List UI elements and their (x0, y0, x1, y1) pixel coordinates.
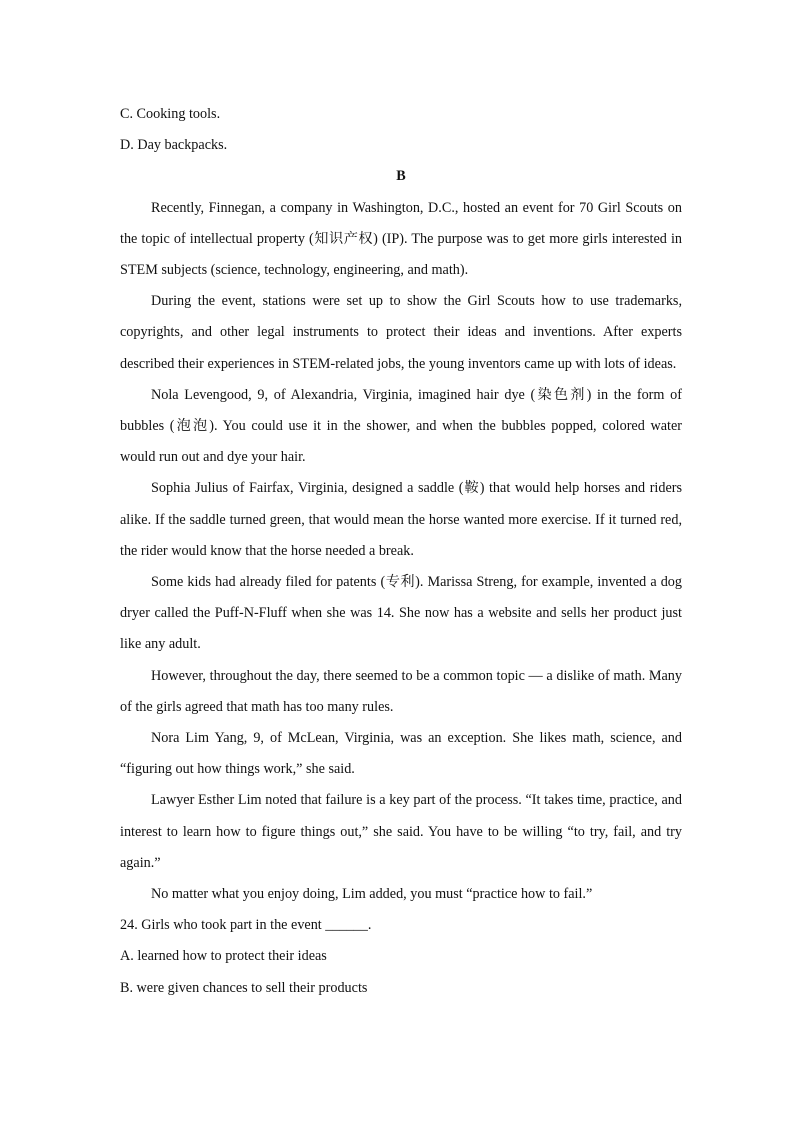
question-24-stem: 24. Girls who took part in the event ______. (120, 917, 372, 934)
passage-paragraph-9: No matter what you enjoy doing, Lim added, you must “practice how to fail.” (151, 886, 593, 903)
section-heading: B (396, 168, 406, 185)
question-24-option-b: B. were given chances to sell their products (120, 979, 368, 996)
prev-option-d: D. Day backpacks. (120, 137, 228, 154)
passage-paragraph-8: Lawyer Esther Lim noted that failure is a key part of the process. “It takes time, practice, and interest to learn how to figure things out,” she said. You have to be willing “to try, fail, and try again.” (120, 792, 682, 871)
question-24-option-a: A. learned how to protect their ideas (120, 948, 327, 965)
document-body (120, 99, 682, 1004)
passage-paragraph-6: However, throughout the day, there seemed to be a common topic — a dislike of math. Many of the girls agreed that math has too many rules. (120, 667, 682, 715)
passage-paragraph-5: Some kids had already filed for patents (专利). Marissa Streng, for example, invented a dog dryer called the Puff-N-Fluff when she was 14. She now has a website and sells her product just like any adult. (120, 574, 682, 653)
passage-paragraph-2: During the event, stations were set up to show the Girl Scouts how to use trademarks, copyrights, and other legal instruments to protect their ideas and inventions. After experts described their experiences in STEM-related jobs, the young inventors came up with lots of ideas. (120, 293, 682, 372)
prev-option-c: C. Cooking tools. (120, 106, 221, 122)
passage-paragraph-7: Nora Lim Yang, 9, of McLean, Virginia, was an exception. She likes math, science, and “figuring out how things work,” she said. (120, 730, 682, 778)
passage-paragraph-3: Nola Levengood, 9, of Alexandria, Virginia, imagined hair dye (染色剂) in the form of bubbles (泡泡). You could use it in the shower, and when the bubbles popped, colored water would run out and dye your hair. (120, 386, 682, 466)
passage-paragraph-1: Recently, Finnegan, a company in Washington, D.C., hosted an event for 70 Girl Scouts on the topic of intellectual property (知识产权) (IP). The purpose was to get more girls interested in STEM subjects (science, technology, engineering, and math). (120, 199, 682, 279)
passage-paragraph-4: Sophia Julius of Fairfax, Virginia, designed a saddle (鞍) that would help horses and riders alike. If the saddle turned green, that would mean the horse wanted more exercise. If it turned red, the rider would know that the horse needed a break. (120, 480, 682, 559)
